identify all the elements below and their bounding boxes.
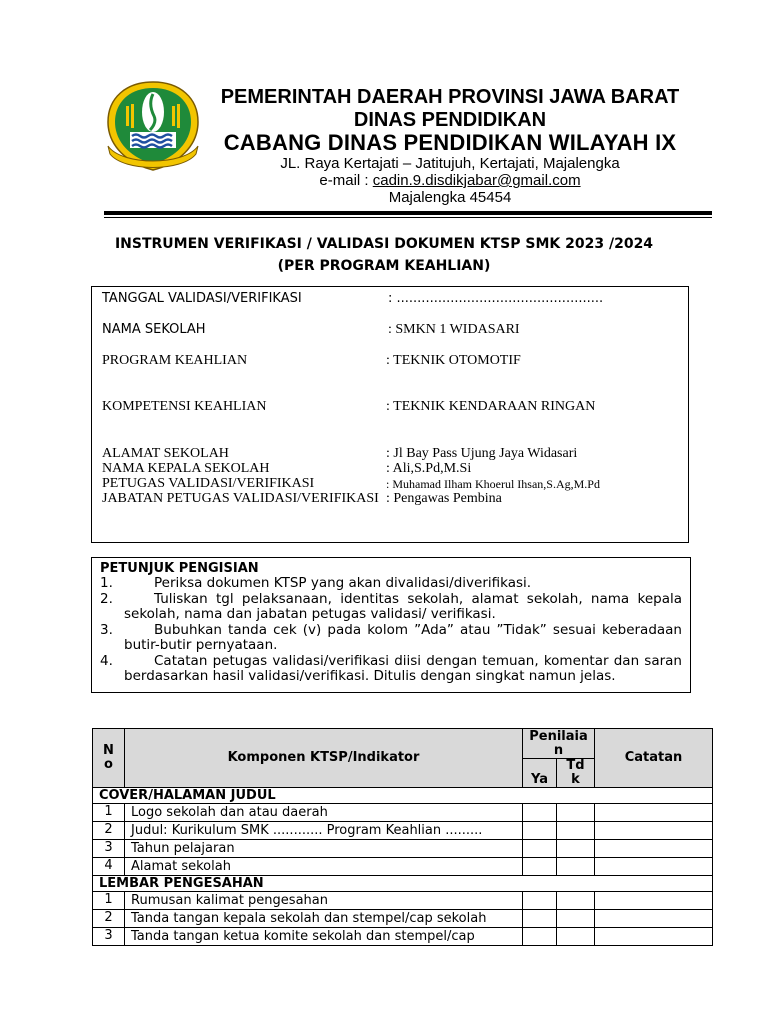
- ya-checkbox-cell[interactable]: [523, 892, 557, 910]
- tanggal-value[interactable]: : ..................................................: [388, 291, 604, 306]
- letterhead-agency: DINAS PENDIDIKAN: [353, 109, 547, 131]
- kompetensi-label: KOMPETENSI KEAHLIAN: [102, 399, 267, 414]
- sekolah-value: : SMKN 1 WIDASARI: [388, 322, 520, 337]
- alamat-label: ALAMAT SEKOLAH: [102, 446, 229, 461]
- row-number: 1: [93, 804, 125, 822]
- row-indicator: Tanda tangan kepala sekolah dan stempel/cap sekolah: [125, 910, 523, 928]
- section-row: [93, 788, 713, 804]
- document-title: INSTRUMEN VERIFIKASI / VALIDASI DOKUMEN KTSP SMK 2023 /2024: [114, 236, 654, 252]
- kepala-label: NAMA KEPALA SEKOLAH: [102, 461, 270, 476]
- header-penilaian-text: Penilaia n: [529, 728, 588, 758]
- checklist-body: [93, 788, 713, 946]
- instructions-title: PETUNJUK PENGISIAN: [100, 561, 259, 576]
- instruction-item: [100, 576, 682, 592]
- tdk-checkbox-cell[interactable]: [557, 840, 595, 858]
- table-row: [93, 892, 713, 910]
- letterhead-government: PEMERINTAH DAERAH PROVINSI JAWA BARAT: [220, 86, 680, 108]
- email-label: e-mail :: [319, 172, 373, 189]
- letterhead-address: JL. Raya Kertajati – Jatitujuh, Kertajati, Majalengka: [280, 155, 620, 172]
- instruction-number: 4.: [100, 652, 113, 669]
- instruction-number: 2.: [100, 590, 113, 607]
- header-no-text: N o: [103, 743, 114, 772]
- row-indicator: Tanda tangan ketua komite sekolah dan stempel/cap: [125, 928, 523, 946]
- section-title: COVER/HALAMAN JUDUL: [93, 788, 713, 804]
- header-ya: Ya: [523, 759, 557, 788]
- catatan-cell[interactable]: [595, 892, 713, 910]
- catatan-cell[interactable]: [595, 910, 713, 928]
- tdk-checkbox-cell[interactable]: [557, 858, 595, 876]
- program-value: : TEKNIK OTOMOTIF: [386, 353, 521, 368]
- header-penilaian: [523, 729, 595, 759]
- row-indicator: Alamat sekolah: [125, 858, 523, 876]
- instruction-item: [100, 623, 682, 654]
- instruction-number: 1.: [100, 575, 113, 591]
- tdk-checkbox-cell[interactable]: [557, 822, 595, 840]
- row-indicator: Tahun pelajaran: [125, 840, 523, 858]
- letterhead-divider-thick: [104, 211, 712, 215]
- catatan-cell[interactable]: [595, 858, 713, 876]
- ya-checkbox-cell[interactable]: [523, 928, 557, 946]
- tdk-checkbox-cell[interactable]: [557, 804, 595, 822]
- email-link[interactable]: cadin.9.disdikjabar@gmail.com: [372, 172, 581, 189]
- header-tdk-text: Td k: [566, 758, 585, 787]
- alamat-value: : Jl Bay Pass Ujung Jaya Widasari: [386, 446, 578, 461]
- kepala-value: : Ali,S.Pd,M.Si: [386, 461, 472, 476]
- instructions-list: [100, 576, 682, 685]
- program-label: PROGRAM KEAHLIAN: [102, 353, 248, 368]
- header-tdk: [557, 759, 595, 788]
- jabatan-value: : Pengawas Pembina: [386, 491, 502, 506]
- row-indicator: Rumusan kalimat pengesahan: [125, 892, 523, 910]
- tanggal-label: TANGGAL VALIDASI/VERIFIKASI: [102, 291, 302, 306]
- instruction-text: Tuliskan tgl pelaksanaan, identitas sekolah, alamat sekolah, nama kepala sekolah, nama dan jabatan petugas validasi/ verifikasi.: [124, 590, 682, 622]
- document-subtitle: (PER PROGRAM KEAHLIAN): [277, 258, 491, 274]
- identity-box: [91, 286, 689, 543]
- sekolah-label: NAMA SEKOLAH: [102, 322, 206, 337]
- table-row: [93, 910, 713, 928]
- instruction-item: [100, 654, 682, 685]
- letterhead-branch: CABANG DINAS PENDIDIKAN WILAYAH IX: [223, 130, 677, 155]
- instruction-text: Catatan petugas validasi/verifikasi diisi dengan temuan, komentar dan saran berdasarkan hasil validasi/verifikasi. Ditulis dengan singkat namun jelas.: [124, 652, 682, 684]
- table-row: [93, 928, 713, 946]
- ya-checkbox-cell[interactable]: [523, 822, 557, 840]
- row-indicator: Logo sekolah dan atau daerah: [125, 804, 523, 822]
- section-title: LEMBAR PENGESAHAN: [93, 876, 713, 892]
- row-number: 4: [93, 858, 125, 876]
- catatan-cell[interactable]: [595, 804, 713, 822]
- jabatan-label: JABATAN PETUGAS VALIDASI/VERIFIKASI: [102, 491, 379, 506]
- catatan-cell[interactable]: [595, 840, 713, 858]
- instruction-item: [100, 592, 682, 623]
- letterhead-city: Majalengka 45454: [388, 189, 512, 206]
- ya-checkbox-cell[interactable]: [523, 858, 557, 876]
- catatan-cell[interactable]: [595, 822, 713, 840]
- west-java-emblem-icon: [102, 80, 204, 172]
- ya-checkbox-cell[interactable]: [523, 840, 557, 858]
- table-row: [93, 804, 713, 822]
- checklist-table: [92, 728, 713, 946]
- row-number: 1: [93, 892, 125, 910]
- tdk-checkbox-cell[interactable]: [557, 892, 595, 910]
- ya-checkbox-cell[interactable]: [523, 804, 557, 822]
- table-row: [93, 858, 713, 876]
- row-number: 2: [93, 910, 125, 928]
- row-number: 3: [93, 840, 125, 858]
- tdk-checkbox-cell[interactable]: [557, 928, 595, 946]
- row-number: 3: [93, 928, 125, 946]
- header-no: [93, 729, 125, 788]
- kompetensi-value: : TEKNIK KENDARAAN RINGAN: [386, 399, 596, 414]
- table-row: [93, 822, 713, 840]
- letterhead-email-line: [200, 172, 700, 189]
- instruction-text: Periksa dokumen KTSP yang akan divalidasi/diverifikasi.: [154, 575, 532, 591]
- instruction-text: Bubuhkan tanda cek (v) pada kolom ”Ada” atau ”Tidak” sesuai keberadaan butir-butir pernyataan.: [124, 621, 682, 653]
- petugas-label: PETUGAS VALIDASI/VERIFIKASI: [102, 476, 315, 491]
- letterhead-divider-thin: [104, 217, 712, 218]
- petugas-value: : Muhamad Ilham Khoerul Ihsan,S.Ag,M.Pd: [386, 477, 600, 491]
- row-indicator: Judul: Kurikulum SMK ............ Program Keahlian .........: [125, 822, 523, 840]
- tdk-checkbox-cell[interactable]: [557, 910, 595, 928]
- table-row: [93, 840, 713, 858]
- catatan-cell[interactable]: [595, 928, 713, 946]
- instructions-box: [91, 557, 691, 693]
- section-row: [93, 876, 713, 892]
- instruction-number: 3.: [100, 621, 113, 638]
- row-number: 2: [93, 822, 125, 840]
- ya-checkbox-cell[interactable]: [523, 910, 557, 928]
- header-catatan: Catatan: [595, 729, 713, 788]
- header-komponen: Komponen KTSP/Indikator: [125, 729, 523, 788]
